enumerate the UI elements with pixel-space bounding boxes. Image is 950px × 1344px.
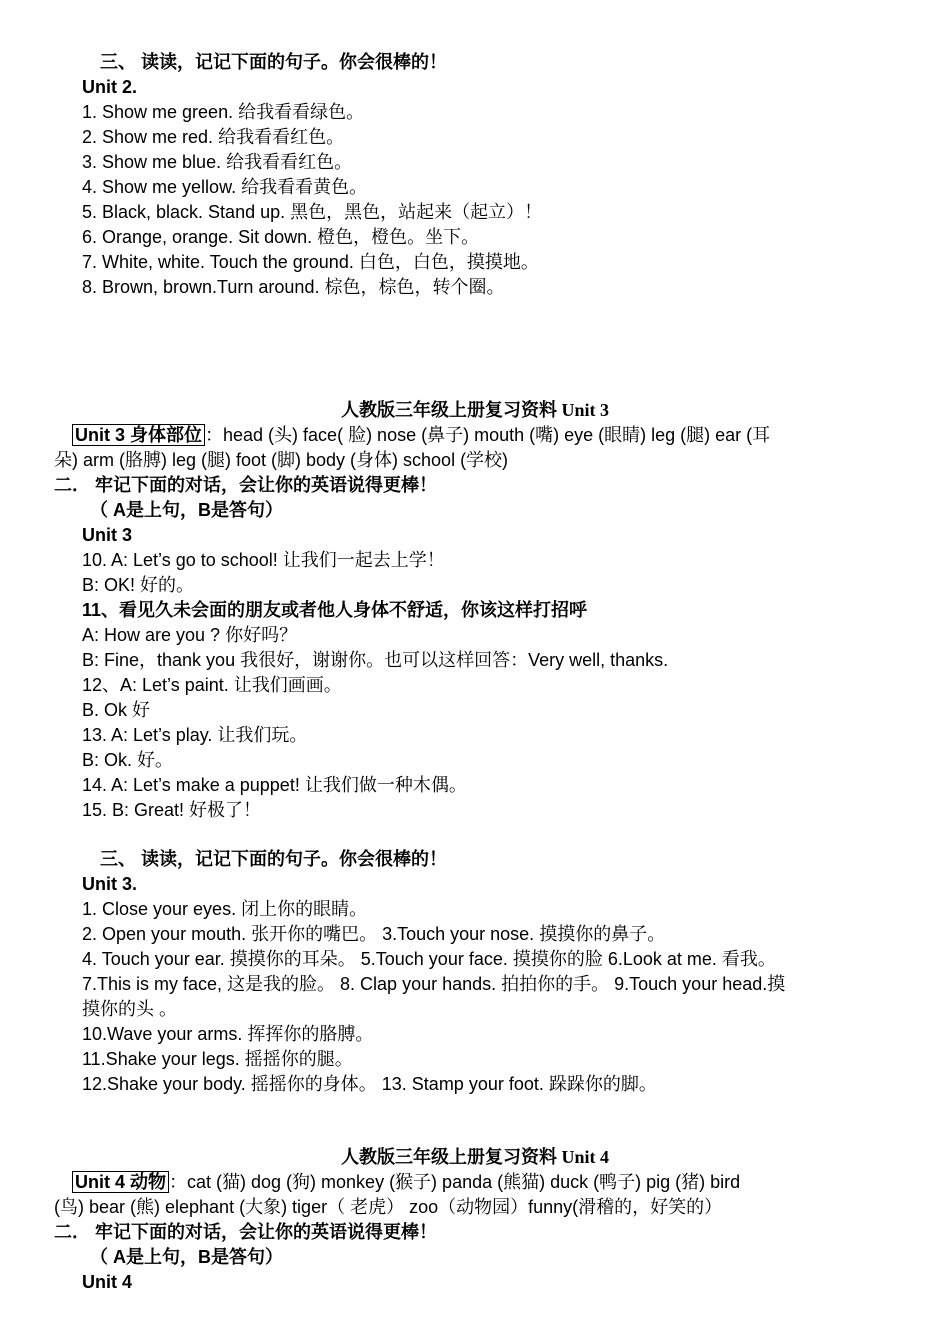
section-heading-read: 三、 读读，记记下面的句子。你会很棒的！ [100,52,447,72]
sentence-line: 6. Orange, orange. Sit down. 橙色，橙色。坐下。 [82,227,480,247]
unit-label: Unit 3 [82,525,133,545]
sentence-line: 7. White, white. Touch the ground. 白色，白色，摸摸地。 [82,252,539,272]
sentence-line: 3. Show me blue. 给我看看红色。 [82,152,353,172]
sentence-line: 4. Show me yellow. 给我看看黄色。 [82,177,368,197]
unit4-vocab-line [72,1170,740,1195]
unit3-vocab-line [72,423,770,448]
dialog-note: （ A是上句，B是答句） [90,1247,283,1267]
dialog-line: B: Fine，thank you 我很好，谢谢你。也可以这样回答：Very well, thanks. [82,650,669,670]
sentence-line: 1. Show me green. 给我看看绿色。 [82,102,365,122]
dialog-note: （ A是上句，B是答句） [90,500,283,520]
dialog-line: 11、看见久未会面的朋友或者他人身体不舒适，你该这样打招呼 [82,600,588,620]
sentence-line: 2. Open your mouth. 张开你的嘴巴。 3.Touch your nose. 摸摸你的鼻子。 [82,924,666,944]
dialog-line: 14. A: Let’s make a puppet! 让我们做一种木偶。 [82,775,467,795]
dialog-line: 12、A: Let’s paint. 让我们画画。 [82,675,342,695]
section-heading-read: 三、 读读，记记下面的句子。你会很棒的！ [100,849,447,869]
unit3-vocab-label: Unit 3 身体部位 [72,424,205,446]
dialog-line: B: Ok. 好。 [82,750,174,770]
dialog-line: A: How are you ? 你好吗？ [82,625,298,645]
sentence-line: 12.Shake your body. 摇摇你的身体。 13. Stamp your foot. 跺跺你的脚。 [82,1074,657,1094]
sentence-line: 8. Brown, brown.Turn around. 棕色，棕色，转个圈。 [82,277,505,297]
dialog-line: 10. A: Let’s go to school! 让我们一起去上学！ [82,550,445,570]
sentence-line: 7.This is my face, 这是我的脸。 8. Clap your hands. 拍拍你的手。 9.Touch your head.摸 [82,974,786,994]
unit4-vocab-words-1: ：cat (猫) dog (狗) monkey (猴子) panda (熊猫) duck (鸭子) pig (猪) bird [169,1172,741,1192]
sentence-line: 5. Black, black. Stand up. 黑色，黑色，站起来（起立）！ [82,202,543,222]
unit4-vocab-label: Unit 4 动物 [72,1171,169,1193]
unit3-title: 人教版三年级上册复习资料 Unit 3 [340,400,609,420]
sentence-line: 2. Show me red. 给我看看红色。 [82,127,345,147]
dialog-line: 13. A: Let’s play. 让我们玩。 [82,725,308,745]
dialog-heading: 二． 牢记下面的对话，会让你的英语说得更棒！ [54,475,437,495]
unit3-vocab-words-1: ：head (头) face( 脸) nose (鼻子) mouth (嘴) eye (眼睛) leg (腿) ear (耳 [205,425,771,445]
sentence-line: 4. Touch your ear. 摸摸你的耳朵。 5.Touch your face. 摸摸你的脸 6.Look at me. 看我。 [82,949,776,969]
dialog-heading: 二． 牢记下面的对话，会让你的英语说得更棒！ [54,1222,437,1242]
dialog-line: 15. B: Great! 好极了！ [82,800,262,820]
dialog-line: B: OK! 好的。 [82,575,195,595]
sentence-line: 1. Close your eyes. 闭上你的眼睛。 [82,899,368,919]
unit-label: Unit 2. [82,77,138,97]
dialog-line: B. Ok 好 [82,700,151,720]
sentence-line: 摸你的头 。 [82,999,178,1019]
unit3-vocab-words-2: 朵) arm (胳膊) leg (腿) foot (脚) body (身体) school (学校) [54,450,509,470]
sentence-line: 10.Wave your arms. 挥挥你的胳膊。 [82,1024,374,1044]
unit4-title: 人教版三年级上册复习资料 Unit 4 [340,1147,609,1167]
sentence-line: 11.Shake your legs. 摇摇你的腿。 [82,1049,353,1069]
unit4-vocab-words-2: (鸟) bear (熊) elephant (大象) tiger（ 老虎） zoo（动物园）funny(滑稽的，好笑的） [54,1197,723,1217]
unit-label: Unit 3. [82,874,138,894]
unit-label: Unit 4 [82,1272,133,1292]
